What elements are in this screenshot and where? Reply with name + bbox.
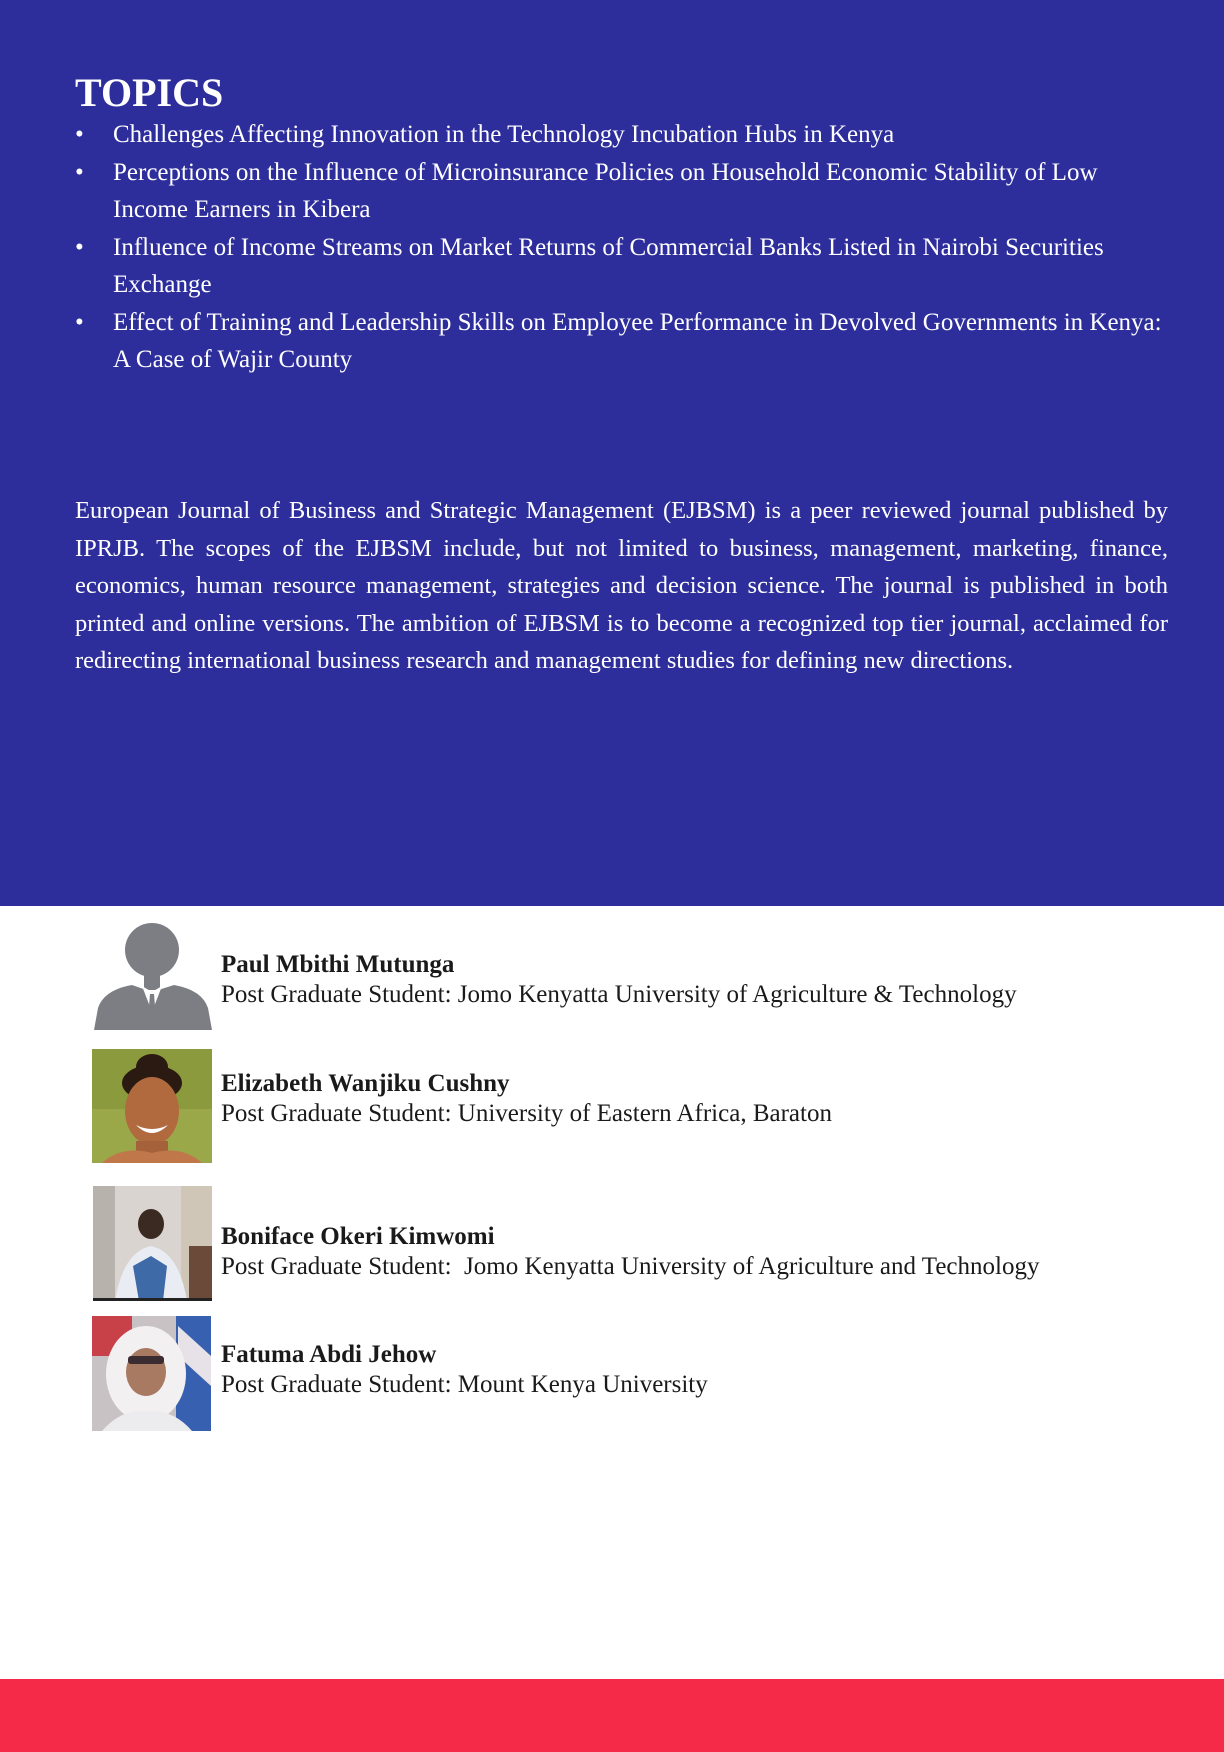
author-entry (90, 920, 1190, 1038)
topic-list (75, 116, 1170, 379)
author-name: Boniface Okeri Kimwomi (221, 1223, 495, 1250)
bullet-icon: • (75, 308, 84, 336)
topic-text: Perceptions on the Influence of Microinsurance Policies on Household Economic Stability of Low Income Earners in Kibera (113, 158, 1098, 223)
author-entry (90, 1186, 1190, 1304)
author-photo (92, 1049, 212, 1163)
topic-item (75, 116, 1170, 154)
topic-item (75, 154, 1170, 229)
author-info (221, 1340, 708, 1400)
author-photo (93, 1186, 212, 1301)
bullet-icon: • (75, 121, 84, 148)
author-name: Elizabeth Wanjiku Cushny (221, 1070, 510, 1097)
author-affiliation: Post Graduate Student: Mount Kenya University (221, 1371, 708, 1398)
topic-item (75, 229, 1170, 304)
journal-description: European Journal of Business and Strategic Management (EJBSM) is a peer reviewed journal published by IPRJB. The scopes of the EJBSM include, but not limited to business, management, marketing, finance, economics, human resource management, strategies and decision science. The journal is published in both printed and online versions. The ambition of EJBSM is to become a recognized top tier journal, acclaimed for redirecting international business research and management studies for defining new directions. (75, 497, 1168, 674)
author-entry (90, 1049, 1190, 1167)
topic-item (75, 304, 1170, 379)
author-info (221, 950, 1017, 1010)
avatar-placeholder-icon (92, 920, 212, 1035)
author-info (221, 1069, 832, 1129)
author-name: Fatuma Abdi Jehow (221, 1341, 437, 1368)
author-affiliation: Post Graduate Student: Jomo Kenyatta University of Agriculture & Technology (221, 981, 1017, 1008)
topic-text: Challenges Affecting Innovation in the Technology Incubation Hubs in Kenya (113, 121, 895, 148)
topic-text: Influence of Income Streams on Market Returns of Commercial Banks Listed in Nairobi Securities Exchange (113, 233, 1104, 298)
bullet-icon: • (75, 158, 84, 186)
topic-text: Effect of Training and Leadership Skills on Employee Performance in Devolved Governments in Kenya: A Case of Wajir County (113, 308, 1162, 373)
footer-bar (0, 1679, 1224, 1752)
author-affiliation: Post Graduate Student: Jomo Kenyatta University of Agriculture and Technology (221, 1253, 1040, 1280)
bullet-icon: • (75, 233, 84, 261)
author-affiliation: Post Graduate Student: University of Eastern Africa, Baraton (221, 1100, 832, 1127)
topics-heading: TOPICS (75, 70, 224, 115)
author-name: Paul Mbithi Mutunga (221, 951, 455, 978)
author-info (221, 1222, 1039, 1282)
author-entry (90, 1316, 1190, 1434)
author-photo (92, 1316, 211, 1431)
